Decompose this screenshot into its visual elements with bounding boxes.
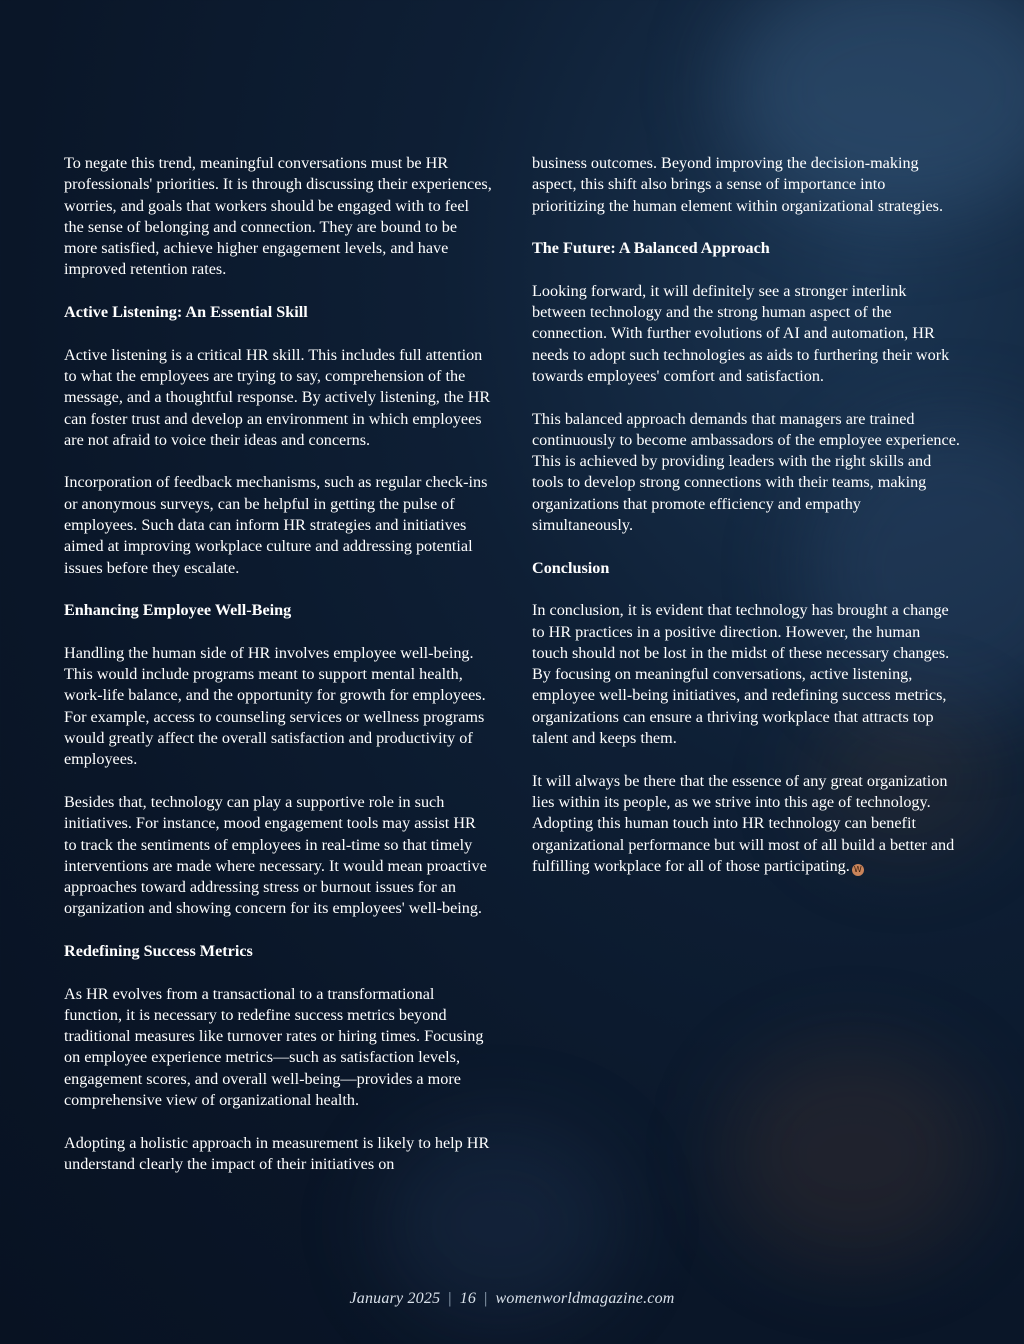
- paragraph: As HR evolves from a transactional to a transformational function, it is necessary to redefine success metrics beyond traditional measures like turnover rates or hiring times. Focusing on employee experience metrics—such as satisfaction levels, engagement scores, and overall well-being—provides a more comprehensive view of organizational health.: [64, 984, 484, 1110]
- paragraph: This balanced approach demands that managers are trained continuously to become ambassadors of the employee experience. This is achieved by providing leaders with the right skills and tools to develop strong connections with their teams, making organizations that promote efficiency and empathy simultaneously.: [532, 409, 960, 535]
- paragraph: To negate this trend, meaningful conversations must be HR professionals' priorities. It is through discussing their experiences, worries, and goals that workers should be engaged with to feel the sense of belonging and connection. They are bound to be more satisfied, achieve higher engagement levels, and have improved retention rates.: [64, 154, 492, 279]
- paragraph-text: It will always be there that the essence of any great organization lies within its people, as we strive into this age of technology. Adopting this human touch into HR technology can benefit organizational performance but will most of all build a better and fulfilling workplace for all of those participating.: [532, 771, 955, 875]
- left-column: [64, 153, 492, 1175]
- paragraph: Adopting a holistic approach in measurement is likely to help HR understand clearly the impact of their initiatives on: [64, 1133, 490, 1173]
- section-heading: Active Listening: An Essential Skill: [64, 303, 308, 322]
- paragraph: Looking forward, it will definitely see a stronger interlink between technology and the strong human aspect of the connection. With further evolutions of AI and automation, HR needs to adopt such technologies as aids to furthering their work towards employees' comfort and satisfaction.: [532, 281, 950, 385]
- website-link: womenworldmagazine.com: [495, 1290, 675, 1307]
- page-number: 16: [459, 1290, 477, 1307]
- page-footer: [0, 1290, 1024, 1308]
- end-mark-icon: W: [852, 864, 864, 876]
- paragraph: Incorporation of feedback mechanisms, such as regular check-ins or anonymous surveys, can be helpful in getting the pulse of employees. Such data can inform HR strategies and initiatives aimed at improving workplace culture and addressing potential issues before they escalate.: [64, 473, 488, 577]
- paragraph: Besides that, technology can play a supportive role in such initiatives. For instance, mood engagement tools may assist HR to track the sentiments of employees in real-time so that timely interventions are made where necessary. It would mean proactive approaches toward addressing stress or burnout issues for an organization and showing concern for its employees' well-being.: [64, 792, 487, 918]
- paragraph: Active listening is a critical HR skill. This includes full attention to what the employees are trying to say, comprehension of the message, and a thoughtful response. By actively listening, the HR can foster trust and develop an environment in which employees are not afraid to voice their ideas and concerns.: [64, 345, 491, 449]
- section-heading: Conclusion: [532, 558, 610, 577]
- section-heading: The Future: A Balanced Approach: [532, 239, 770, 258]
- paragraph: Handling the human side of HR involves employee well-being. This would include programs meant to support mental health, work-life balance, and the opportunity for growth for employees. For example, access to counseling services or wellness programs would greatly affect the overall satisfaction and productivity of employees.: [64, 643, 486, 769]
- paragraph: business outcomes. Beyond improving the decision-making aspect, this shift also brings a sense of importance into prioritizing the human element within organizational strategies.: [532, 154, 944, 215]
- right-column: [532, 153, 960, 1175]
- article-body: [64, 153, 960, 1175]
- issue-date: January 2025: [349, 1290, 441, 1307]
- closing-paragraph: [532, 771, 960, 877]
- section-heading: Enhancing Employee Well-Being: [64, 601, 292, 620]
- footer-separator: |: [448, 1290, 452, 1307]
- paragraph: In conclusion, it is evident that technology has brought a change to HR practices in a positive direction. However, the human touch should not be lost in the midst of these necessary changes. By focusing on meaningful conversations, active listening, employee well-being initiatives, and redefining success metrics, organizations can ensure a thriving workplace that attracts top talent and keeps them.: [532, 601, 950, 748]
- section-heading: Redefining Success Metrics: [64, 941, 253, 960]
- footer-separator: |: [484, 1290, 488, 1307]
